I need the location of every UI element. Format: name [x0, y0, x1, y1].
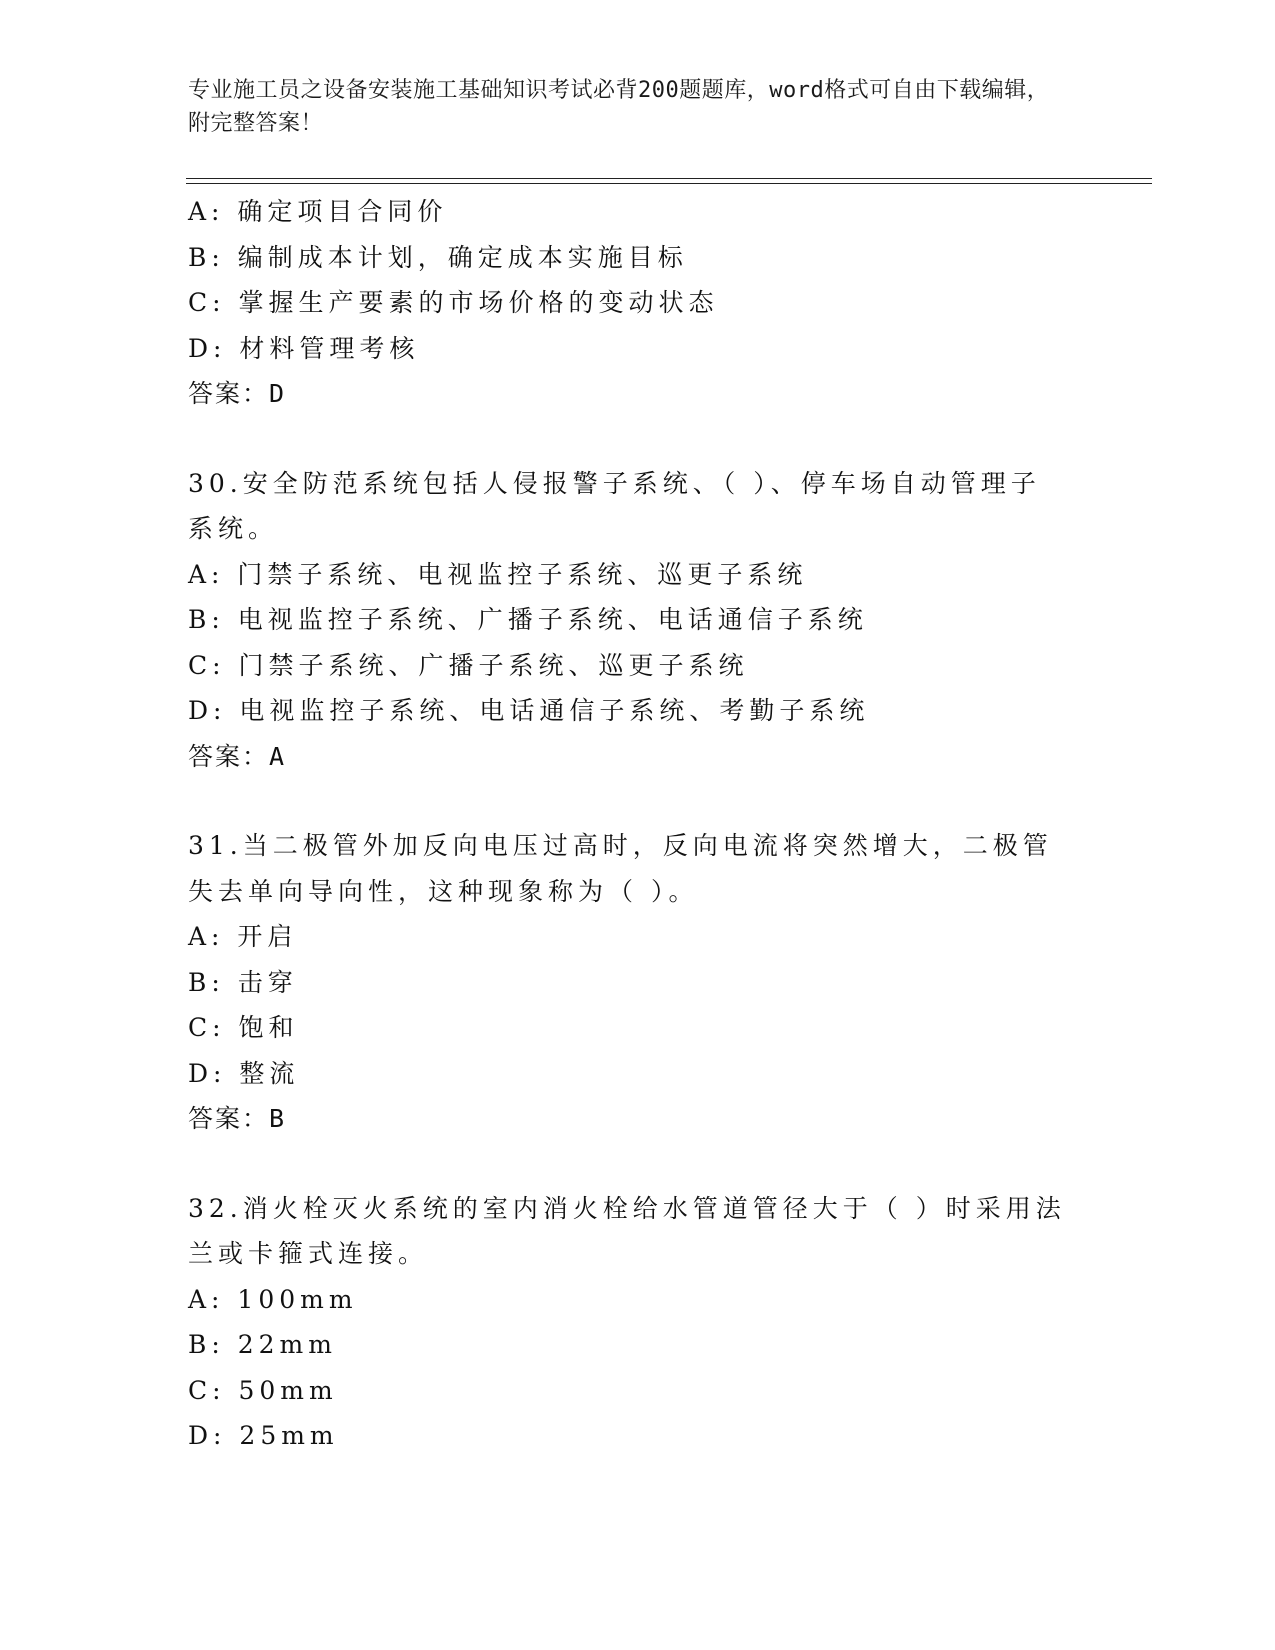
option-c: C: 饱和 — [188, 1013, 299, 1042]
option-a: A: 门禁子系统、电视监控子系统、巡更子系统 — [188, 559, 808, 589]
option-a: A: 确定项目合同价 — [188, 197, 448, 226]
option-c: C: 门禁子系统、广播子系统、巡更子系统 — [188, 650, 749, 680]
option-c: C: 50mm — [188, 1375, 338, 1405]
answer-line: 答案：D — [188, 379, 287, 408]
option-d: D: 25mm — [188, 1421, 339, 1450]
answer-line: 答案：A — [188, 741, 287, 771]
question-text: 32.消火栓灭火系统的室内消火栓给水管道管径大于（ ）时采用法兰或卡箍式连接。 — [188, 1193, 1066, 1268]
option-d: D: 整流 — [188, 1058, 300, 1088]
question-text: 31.当二极管外加反向电压过高时，反向电流将突然增大，二极管失去单向导向性，这种现象称为（ ）。 — [188, 831, 1053, 906]
option-b: B: 电视监控子系统、广播子系统、电话通信子系统 — [188, 605, 868, 634]
question-30 — [188, 461, 1088, 780]
question-32 — [188, 1186, 1088, 1459]
option-b: B: 击穿 — [188, 967, 298, 997]
header-rule-top — [186, 178, 1152, 179]
answer-line: 答案：B — [188, 1104, 287, 1133]
question-29-continued — [188, 189, 1088, 417]
question-text: 30.安全防范系统包括人侵报警子系统、（ ）、停车场自动管理子系统。 — [188, 468, 1041, 543]
option-d: D: 电视监控子系统、电话通信子系统、考勤子系统 — [188, 696, 870, 725]
document-body — [188, 189, 1088, 1459]
option-b: B: 22mm — [188, 1330, 337, 1359]
question-31 — [188, 823, 1088, 1142]
option-d: D: 材料管理考核 — [188, 333, 420, 363]
document-header: 专业施工员之设备安装施工基础知识考试必背200题题库，word格式可自由下载编辑，附完整答案！ — [188, 78, 1050, 136]
option-a: A: 100mm — [188, 1284, 358, 1314]
option-a: A: 开启 — [188, 922, 298, 951]
header-rule-bottom — [186, 183, 1152, 184]
option-c: C: 掌握生产要素的市场价格的变动状态 — [188, 288, 719, 317]
option-b: B: 编制成本计划，确定成本实施目标 — [188, 242, 688, 272]
